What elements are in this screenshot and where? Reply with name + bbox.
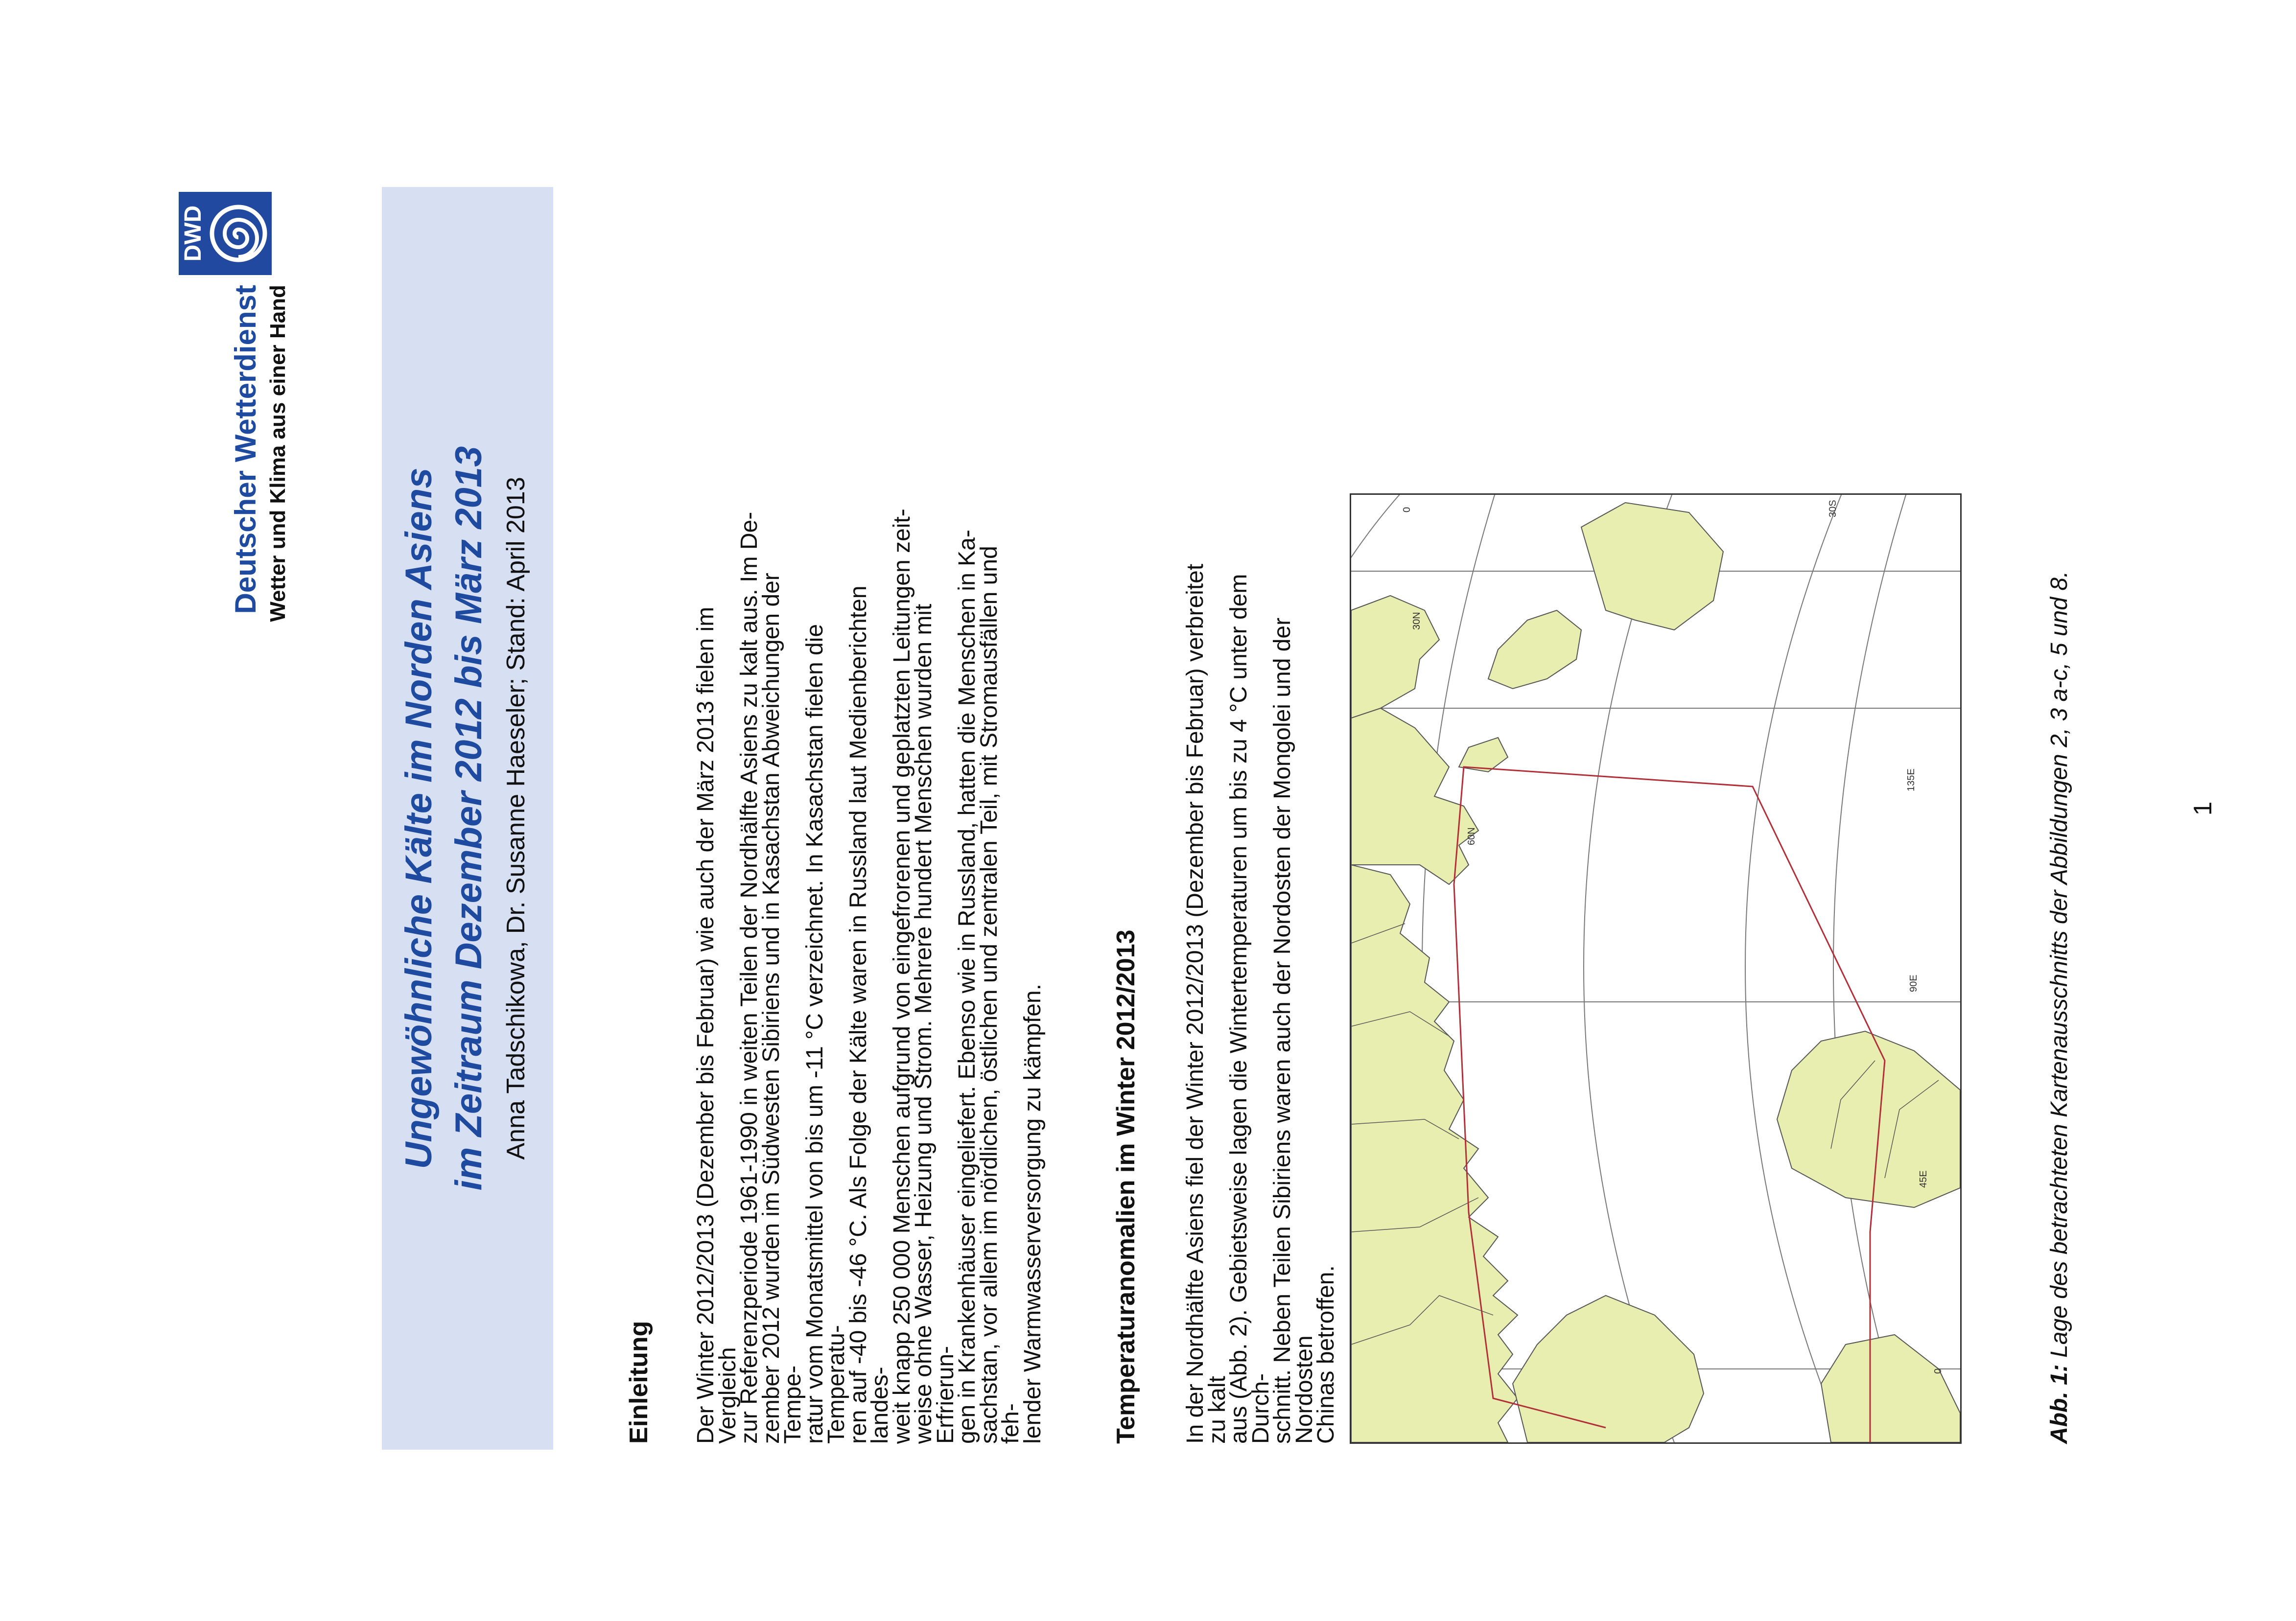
swirl-icon: [209, 199, 268, 268]
section-heading-temperaturanomalien: Temperaturanomalien im Winter 2012/2013: [1112, 929, 1140, 1444]
grid-label-90e: 90E: [1908, 974, 1919, 992]
grid-label-135e: 135E: [1906, 768, 1917, 791]
org-name: Deutscher Wetterdienst: [229, 285, 262, 614]
authors-line: Anna Tadschikowa, Dr. Susanne Haeseler; Stand: April 2013: [502, 477, 530, 1160]
section-body-einleitung: Der Winter 2012/2013 (Dezember bis Februar) wie auch der März 2013 fielen im Vergleich zur Referenzperiode 1961-1990 in weiten Teilen der Nordhälfte Asiens zu kalt aus. Im De- zember 2012 wurden im Südwesten Sibiriens und in Kasachstan Abweichungen der Tempe- ratur vom Monatsmittel von bis um -11 °C verzeichnet. In Kasachstan fielen die Temperatu- ren auf -40 bis -46 °C. Als Folge der Kälte waren in Russland laut Medienberichten landes- weit knapp 250 000 Menschen aufgrund von eingefrorenen und geplatzten Leitungen zeit- weise ohne Wasser, Heizung und Strom. Mehrere hundert Menschen wurden mit Erfrierun- gen in Krankenhäuser eingeliefert. Ebenso wie in Russland, hatten die Menschen in Ka- sachstan, vor allem im nördlichen, östlichen und zentralen Teil, mit Stromausfällen und feh- lender Warmwasserversorgung zu kämpfen.: [693, 509, 1046, 1444]
title-band: [382, 187, 553, 1450]
grid-label-equator: 0: [1402, 507, 1412, 512]
figure-caption: [2046, 470, 2073, 1444]
grid-label-0e: 0: [1933, 1368, 1944, 1374]
caption-text: Lage des betrachteten Kartenausschnitts der Abbildungen 2, 3 a-c, 5 und 8.: [2046, 571, 2072, 1358]
caption-label: Abb. 1:: [2046, 1364, 2072, 1444]
land-masses: [1351, 503, 1960, 1442]
section-heading-einleitung: Einleitung: [625, 1320, 653, 1444]
grid-label-30n: 30N: [1411, 612, 1422, 630]
dwd-logo: [179, 192, 272, 275]
grid-label-30s: 30S: [1827, 500, 1838, 517]
logo-text: DWD: [180, 205, 206, 262]
grid-label-45e: 45E: [1918, 1170, 1929, 1188]
grid-label-60n: 60N: [1466, 827, 1477, 845]
page-number: 1: [2189, 801, 2217, 816]
document-title-line-2: im Zeitraum Dezember 2012 bis März 2013: [448, 446, 490, 1191]
map-svg: [1351, 495, 1960, 1442]
section-body-temperaturanomalien: In der Nordhälfte Asiens fiel der Winter 2012/2013 (Dezember bis Februar) verbreitet zu kalt aus (Abb. 2). Gebietsweise lagen die Wintertemperaturen um bis zu 4 °C unter dem Durch- schnitt. Neben Teilen Sibiriens waren auch der Nordosten der Mongolei und der Nordosten Chinas betroffen.: [1182, 563, 1339, 1444]
org-slogan: Wetter und Klima aus einer Hand: [266, 285, 290, 622]
document-title-line-1: Ungewöhnliche Kälte im Norden Asiens: [398, 467, 440, 1169]
map-figure: [1350, 493, 1962, 1444]
